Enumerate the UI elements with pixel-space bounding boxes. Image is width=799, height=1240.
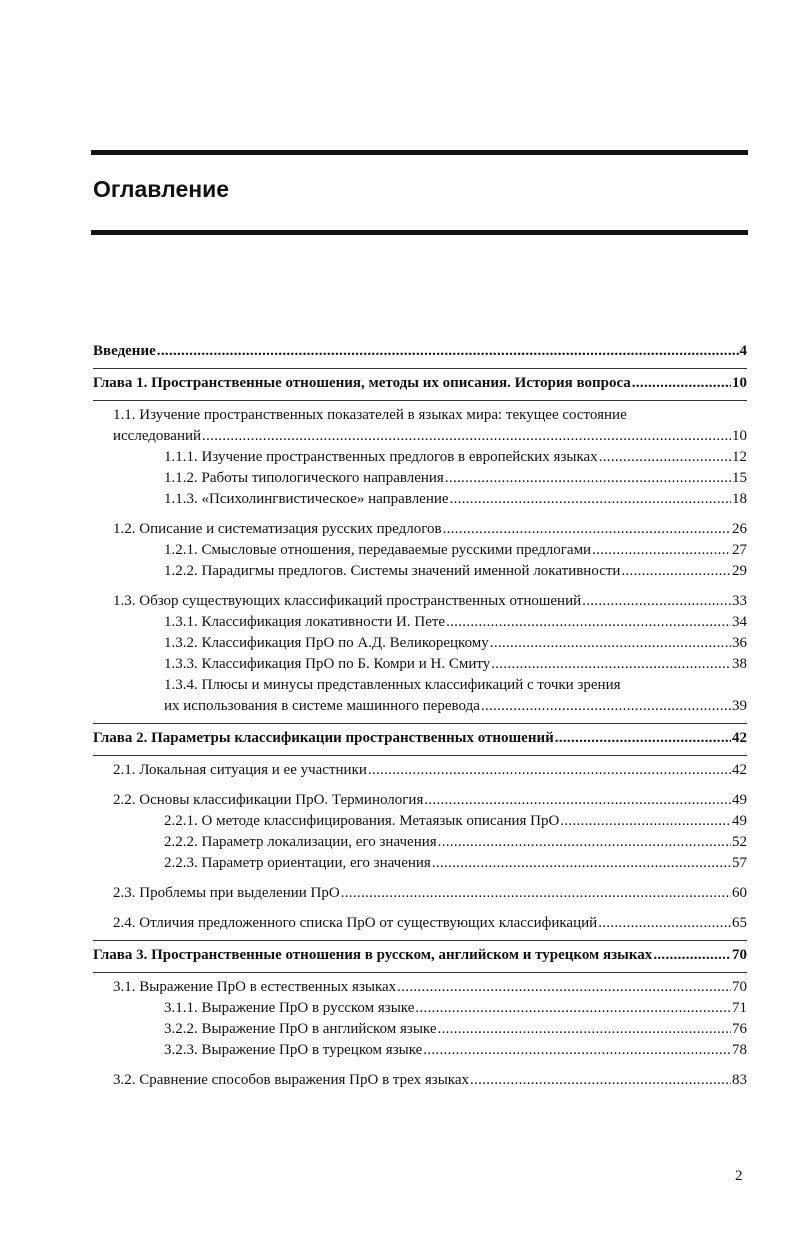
toc-entry-1-3-3[interactable]: 1.3.3. Классификация ПрО по Б. Комри и Н. Смиту ..... 38 [93,654,747,675]
toc-entry-1-2-1[interactable]: 1.2.1. Смысловые отношения, передаваемые русскими предлогами ..... 27 [93,540,747,561]
toc-entry-3-2-3[interactable]: 3.2.3. Выражение ПрО в турецком языке ..... 78 [93,1040,747,1061]
toc-entry-3-1-1[interactable]: 3.1.1. Выражение ПрО в русском языке ..... 71 [93,998,747,1019]
toc-entry-3-2-2[interactable]: 3.2.2. Выражение ПрО в английском языке ..... 76 [93,1019,747,1040]
toc-entry-2-1[interactable]: 2.1. Локальная ситуация и ее участники ..... 42 [93,760,747,781]
toc-entry-1-2[interactable]: 1.2. Описание и систематизация русских предлогов ..... 26 [93,519,747,540]
page-title: Оглавление [93,176,230,202]
toc-entry-1-1-3[interactable]: 1.1.3. «Психолингвистическое» направление ..... 18 [93,489,747,510]
page-number: 2 [735,1168,743,1184]
divider [93,755,747,756]
toc-entry-intro[interactable]: Введение ..... 4 [93,341,747,362]
toc-entry-1-3-1[interactable]: 1.3.1. Классификация локативности И. Пете ..... 34 [93,612,747,633]
divider [93,940,747,941]
toc-entry-1-1[interactable]: 1.1. Изучение пространственных показателей в языках мира: текущее состояние [113,407,627,423]
toc-entry-1-3-2[interactable]: 1.3.2. Классификация ПрО по А.Д. Великорецкому ..... 36 [93,633,747,654]
toc-entry-2-4[interactable]: 2.4. Отличия предложенного списка ПрО от существующих классификаций ..... 65 [93,913,747,934]
divider [93,972,747,973]
title-rule [91,230,748,235]
toc-entry-2-2-3[interactable]: 2.2.3. Параметр ориентации, его значения ..... 57 [93,853,747,874]
table-of-contents [93,341,747,1091]
toc-entry-1-1-1[interactable]: 1.1.1. Изучение пространственных предлогов в европейских языках ..... 12 [93,447,747,468]
toc-entry-3-2[interactable]: 3.2. Сравнение способов выражения ПрО в трех языках ..... 83 [93,1070,747,1091]
divider [93,368,747,369]
toc-entry-1-1-cont[interactable]: исследований ..... 10 [93,426,747,447]
toc-entry-1-3-4[interactable]: 1.3.4. Плюсы и минусы представленных классификаций с точки зрения [164,677,621,693]
toc-entry-2-3[interactable]: 2.3. Проблемы при выделении ПрО ..... 60 [93,883,747,904]
toc-entry-1-3-4-cont[interactable]: их использования в системе машинного перевода ..... 39 [93,696,747,717]
toc-entry-2-2[interactable]: 2.2. Основы классификации ПрО. Терминология ..... 49 [93,790,747,811]
toc-entry-1-2-2[interactable]: 1.2.2. Парадигмы предлогов. Системы значений именной локативности ..... 29 [93,561,747,582]
toc-entry-1-3[interactable]: 1.3. Обзор существующих классификаций пространственных отношений ..... 33 [93,591,747,612]
toc-entry-chapter-2[interactable]: Глава 2. Параметры классификации пространственных отношений ..... 42 [93,728,747,749]
toc-entry-chapter-3[interactable]: Глава 3. Пространственные отношения в русском, английском и турецком языках ..... 70 [93,945,747,966]
toc-entry-1-1-2[interactable]: 1.1.2. Работы типологического направления ..... 15 [93,468,747,489]
top-rule [91,150,748,155]
toc-entry-3-1[interactable]: 3.1. Выражение ПрО в естественных языках ..... 70 [93,977,747,998]
toc-entry-chapter-1[interactable]: Глава 1. Пространственные отношения, методы их описания. История вопроса ..... 10 [93,373,747,394]
toc-entry-2-2-2[interactable]: 2.2.2. Параметр локализации, его значения ..... 52 [93,832,747,853]
divider [93,400,747,401]
toc-entry-2-2-1[interactable]: 2.2.1. О методе классифицирования. Метаязык описания ПрО ..... 49 [93,811,747,832]
divider [93,723,747,724]
